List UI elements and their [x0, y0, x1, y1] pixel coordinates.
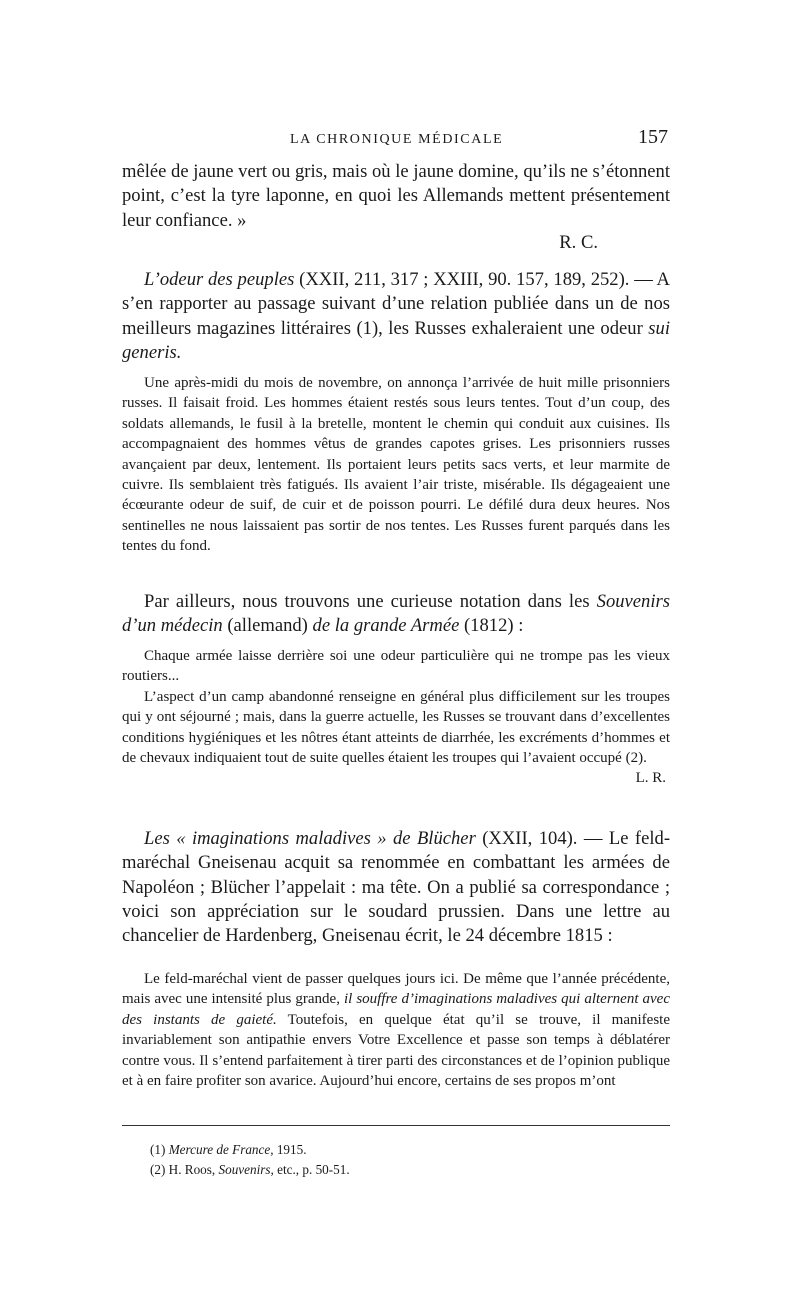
signature-lr: L. R. [635, 770, 666, 787]
gneisenau-quote-a: Le feld-maréchal vient de passer quelques jours ici. De même que l’année précédente, mais avec une intensité plus grande, [122, 971, 670, 1008]
gneisenau-quote-b: Toutefois, en quelque état qu’il se trouve, il manifeste invariablement son antipathie envers Votre Excellence et passe son temps à déblatérer contre vous. Il s’entend parfaitement à tirer parti des circonstances et de l’opinion publique et à en faire profiter son avarice. Aujourd’hui encore, certains de ses propos m’ont [122, 1011, 670, 1090]
continued-paragraph [122, 160, 670, 255]
footnote-1 [150, 1140, 670, 1160]
souvenirs-title-em: Souvenirs d’un médecin [122, 591, 670, 637]
section-refs-blucher: (XXII, 104). [482, 828, 578, 849]
section-odeur-des-peuples [122, 268, 670, 365]
section-refs: (XXII, 211, 317 ; XXIII, 90. 157, 189, 252). [299, 269, 630, 290]
souvenirs-text [122, 590, 670, 639]
quote-text: Une après-midi du mois de novembre, on annonça l’arrivée de huit mille prisonniers russes. Il faisait froid. Les hommes étaient restés sous leurs tentes. Tout d’un coup, des soldats allemands, le fusil à la bretelle, montent le chemin qui conduit aux cuisines. Ils accompagnaient des hommes vêtus de grandes capotes grises. Les prisonniers russes avançaient par deux, lentement. Ils portaient leurs petits sacs verts, et leur marmite de cuivre. Ils semblaient très fatigués. Ils avaient l’air triste, misérable. Ils dégageaient une écœurante odeur de suif, de cuir et de poisson pourri. Le défilé dura deux heures. Nos sentinelles ne nous laissaient pas sortir de nos tentes. Les Russes furent parqués dans les tentes du fond. [122, 375, 670, 555]
page-number: 157 [638, 126, 668, 148]
footnote-1-em: Mercure de France, [168, 1142, 274, 1157]
footnote-2-rest: etc., p. 50-51. [273, 1162, 350, 1177]
gneisenau-quote-em: il souffre d’imaginations maladives qui alternent avec des instants de gaieté. [122, 991, 670, 1028]
intro-text: — A s’en rapporter au passage suivant d’une relation publiée dans un de nos meilleurs magazines littéraires (1), les Russes exhaleraient une odeur [122, 269, 670, 339]
souvenirs-text-c: (1812) : [459, 615, 524, 637]
souvenirs-text-b: (allemand) [222, 615, 313, 637]
footnote-2 [150, 1160, 670, 1180]
quote2-p2: L’aspect d’un camp abandonné renseigne en général plus difficilement sur les troupes qui y ont séjourné ; mais, dans la guerre actuelle, les Russes se trouvant dans d’excellentes conditions hygiéniques et les nôtres étant atteints de diarrhée, les excréments d’hommes et de chevaux indiquaient tout de suite quelles étaient les troupes qui l’avaient occupé (2). [122, 688, 670, 767]
running-title: LA CHRONIQUE MÉDICALE [290, 132, 504, 147]
continued-text: mêlée de jaune vert ou gris, mais où le jaune domine, qu’ils ne s’étonnent point, c’est la tyre laponne, en quoi les Allemands mettent présentement leur confiance. » [122, 161, 670, 231]
paragraph-souvenirs [122, 590, 670, 639]
souvenirs-army-em: de la grande Armée [312, 615, 460, 637]
quote-armies [122, 646, 670, 789]
blucher-intro-text: — Le feld-maréchal Gneisenau acquit sa renommée en combattant les armées de Napoléon ; Blücher l’appelait : ma tête. On a publié sa correspondance ; voici son appréciation sur le soudard prussien. Dans une lettre au chancelier de Hardenberg, Gneisenau écrit, le 24 décembre 1815 : [122, 828, 671, 947]
signature-rc: R. C. [559, 231, 598, 253]
souvenirs-text-a: Par ailleurs, nous trouvons une curieuse notation dans les [144, 591, 597, 612]
section-odeur-intro [122, 268, 670, 365]
footnote-2-mark: (2) H. Roos, [150, 1162, 219, 1177]
section-title: L’odeur des peuples [144, 269, 295, 290]
section-title-blucher: Les « imaginations maladives » de Blücher [144, 828, 476, 849]
section-blucher-intro [122, 827, 670, 948]
footnote-1-mark: (1) [150, 1142, 169, 1157]
footnotes [150, 1140, 670, 1180]
quote-prisoners [122, 373, 670, 557]
footnote-1-rest: 1915. [273, 1142, 307, 1157]
footnote-rule [122, 1125, 670, 1126]
quote-gneisenau [122, 969, 670, 1091]
footnote-2-em: Souvenirs, [218, 1162, 274, 1177]
intro-emphasis: sui generis. [122, 317, 670, 363]
section-blucher [122, 827, 670, 948]
running-head [122, 126, 670, 154]
gneisenau-quote-text [122, 969, 670, 1091]
quote2-p1: Chaque armée laisse derrière soi une odeur particulière qui ne trompe pas les vieux routiers... [122, 648, 670, 685]
